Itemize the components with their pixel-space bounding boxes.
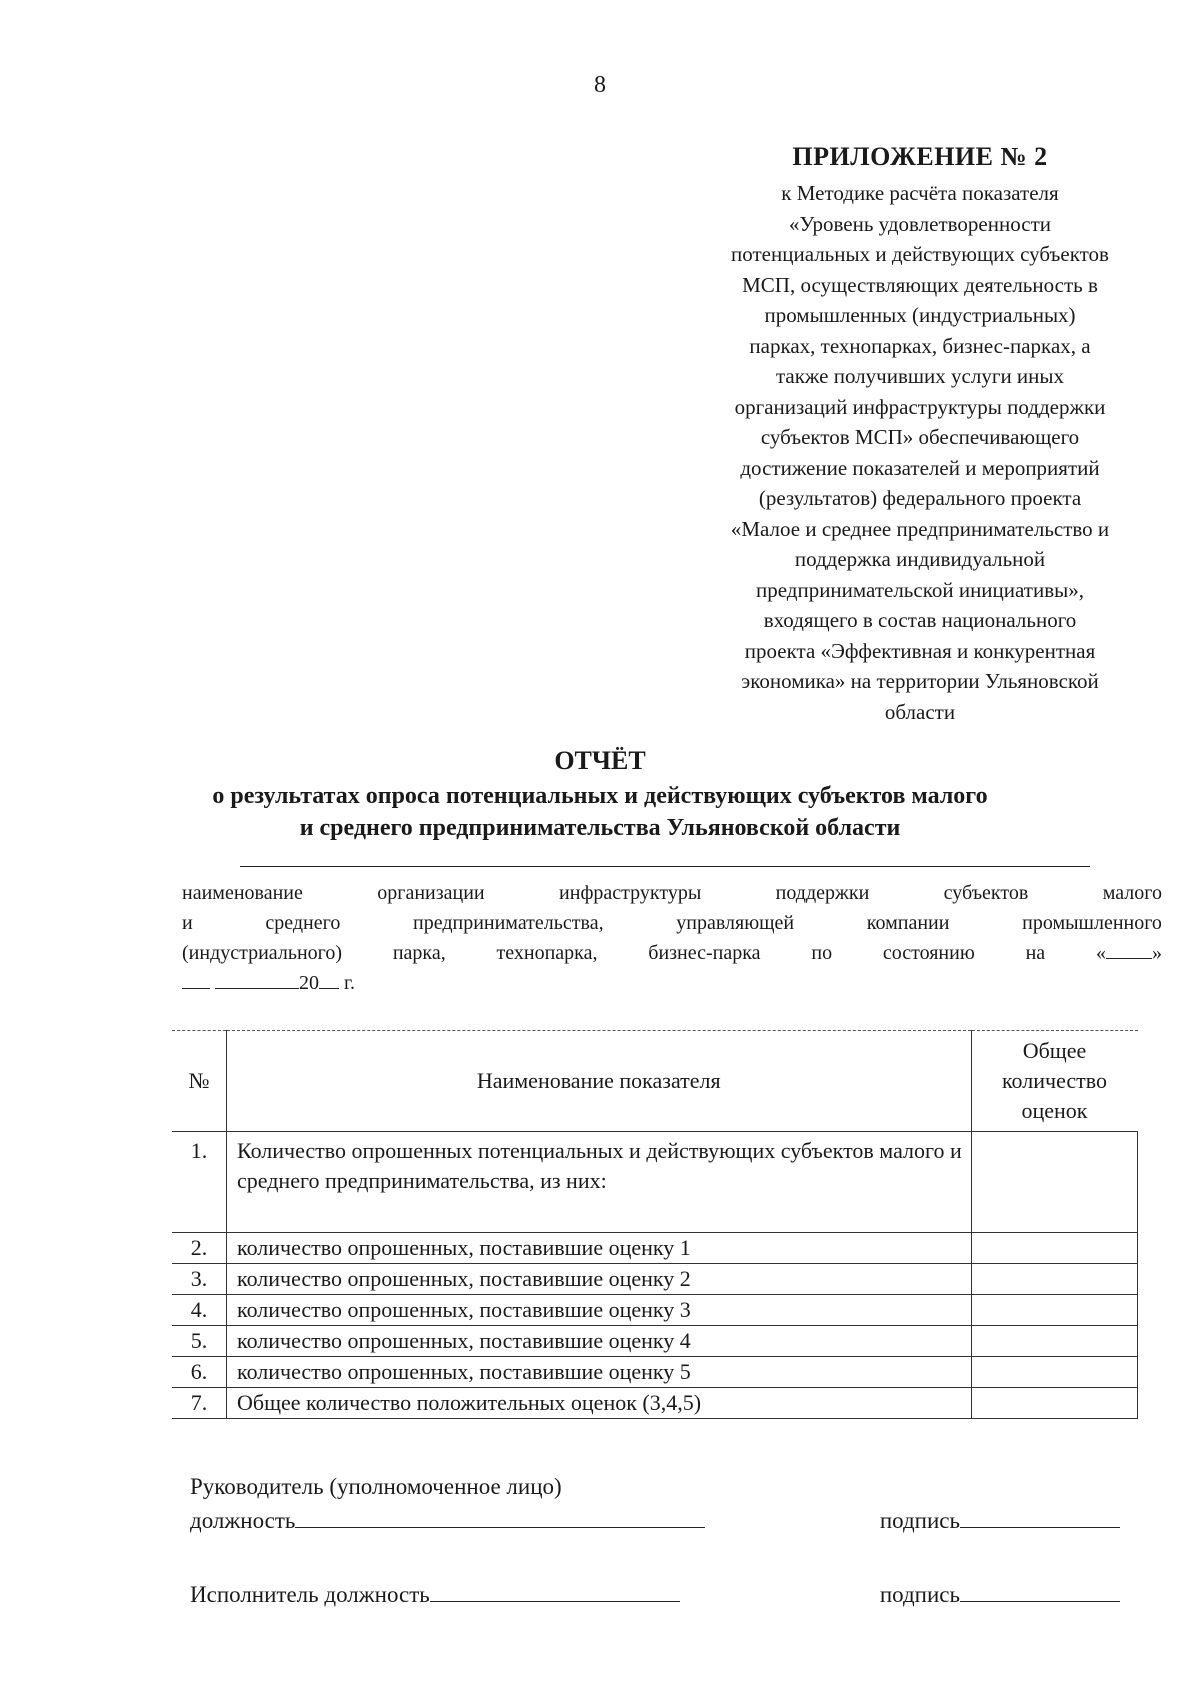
row-num: 7.	[172, 1388, 227, 1419]
month-blank[interactable]	[182, 968, 210, 989]
caption-word: малого	[1102, 882, 1162, 904]
report-subtitle	[150, 780, 1050, 844]
row-name: Общее количество положительных оценок (3,4,5)	[227, 1388, 972, 1419]
caption-word: состоянию	[882, 942, 975, 964]
signature-blank[interactable]	[960, 1507, 1120, 1528]
head-sign-row	[190, 1504, 1120, 1538]
header-num: №	[172, 1031, 227, 1132]
row-total-cell[interactable]	[971, 1233, 1138, 1264]
table-row	[172, 1326, 1138, 1357]
head-label: Руководитель (уполномоченное лицо)	[190, 1474, 562, 1499]
row-name: количество опрошенных, поставившие оценку 1	[227, 1233, 972, 1264]
row-num: 1.	[172, 1132, 227, 1233]
appendix-line: промышленных (индустриальных)	[764, 303, 1076, 327]
table-row	[172, 1264, 1138, 1295]
position-field	[190, 1504, 705, 1538]
appendix-line: «Уровень удовлетворенности	[788, 211, 1051, 236]
row-total-cell[interactable]	[971, 1264, 1138, 1295]
caption-row-date	[182, 968, 1162, 998]
page-number: 8	[594, 72, 606, 98]
month-blank-2[interactable]	[215, 968, 299, 989]
caption-word: субъектов	[943, 882, 1029, 904]
appendix-line: экономика» на территории Ульяновской	[741, 669, 1099, 693]
table-row	[172, 1132, 1138, 1233]
appendix-line: организаций инфраструктуры поддержки	[734, 394, 1106, 419]
appendix-line: «Малое и среднее предпринимательство и	[730, 516, 1110, 541]
row-num: 6.	[172, 1357, 227, 1388]
row-name: количество опрошенных, поставившие оценку 2	[227, 1264, 972, 1295]
appendix-title: ПРИЛОЖЕНИЕ № 2	[792, 142, 1048, 171]
table-row	[172, 1233, 1138, 1264]
caption-word: и	[182, 912, 193, 934]
appendix-line: МСП, осуществляющих деятельность в	[742, 272, 1098, 297]
caption-word: предпринимательства,	[413, 912, 604, 934]
appendix-line: достижение показателей и мероприятий	[740, 455, 1100, 480]
appendix-line: (результатов) федерального проекта	[758, 486, 1082, 510]
row-total-cell[interactable]	[971, 1132, 1138, 1233]
row-name: количество опрошенных, поставившие оценку 3	[227, 1295, 972, 1326]
caption-word: технопарка,	[496, 942, 598, 964]
appendix-line: также получивших услуги иных	[775, 364, 1065, 388]
year-blank[interactable]	[319, 968, 339, 989]
appendix-line: входящего в состав национального	[763, 608, 1077, 632]
appendix-header	[660, 142, 1180, 727]
header-name: Наименование показателя	[227, 1031, 972, 1132]
row-total-cell[interactable]	[971, 1295, 1138, 1326]
signature-label: подпись	[879, 1508, 960, 1533]
row-total-cell[interactable]	[971, 1388, 1138, 1419]
head-signature-block	[190, 1470, 1120, 1538]
appendix-body	[660, 178, 1180, 727]
appendix-line: поддержка индивидуальной	[794, 547, 1046, 571]
executor-label: Исполнитель должность	[190, 1582, 430, 1607]
report-subtitle-line: о результатах опроса потенциальных и действующих субъектов малого	[212, 783, 988, 809]
row-num: 5.	[172, 1326, 227, 1357]
caption-row	[182, 878, 1162, 908]
caption-row	[182, 938, 1162, 968]
row-total-cell[interactable]	[971, 1357, 1138, 1388]
row-num: 2.	[172, 1233, 227, 1264]
position-blank[interactable]	[295, 1507, 705, 1528]
caption-word: парка,	[392, 942, 446, 964]
row-name: Количество опрошенных потенциальных и действующих субъектов малого и среднего предпринимательства, из них:	[227, 1132, 972, 1233]
signature-label: подпись	[879, 1582, 960, 1607]
caption-word: среднего	[265, 912, 341, 934]
caption-word: инфраструктуры	[559, 882, 702, 904]
appendix-line: потенциальных и действующих субъектов	[731, 242, 1109, 266]
row-num: 3.	[172, 1264, 227, 1295]
date-day-field[interactable]: « »	[1096, 938, 1162, 968]
executor-sign-row	[190, 1578, 1120, 1612]
header-total: Общее количество оценок	[971, 1031, 1138, 1132]
signature-field	[880, 1578, 1120, 1612]
year-prefix: 20	[299, 972, 319, 994]
caption-word: бизнес-парка	[648, 942, 761, 964]
table-row	[172, 1388, 1138, 1419]
indicators-table	[172, 1030, 1138, 1419]
row-name: количество опрошенных, поставившие оценку 4	[227, 1326, 972, 1357]
row-num: 4.	[172, 1295, 227, 1326]
table-row	[172, 1357, 1138, 1388]
appendix-line: парках, технопарках, бизнес-парках, а	[749, 333, 1091, 358]
day-blank[interactable]	[1106, 938, 1152, 959]
organization-name-field[interactable]	[240, 866, 1090, 867]
caption-row	[182, 908, 1162, 938]
caption-word: поддержки	[775, 882, 870, 904]
caption-word: по	[811, 942, 833, 964]
table-row	[172, 1295, 1138, 1326]
caption-word: организации	[377, 882, 485, 904]
position-label: должность	[190, 1508, 296, 1533]
executor-blank[interactable]	[430, 1581, 680, 1602]
signature-blank[interactable]	[960, 1581, 1120, 1602]
caption-word: компании	[866, 912, 950, 934]
caption-word: на	[1025, 942, 1046, 964]
appendix-line: предпринимательской инициативы»,	[755, 577, 1084, 602]
report-title: ОТЧЁТ	[554, 746, 646, 775]
caption-word: наименование	[182, 882, 303, 904]
year-suffix: г.	[344, 972, 355, 994]
organization-caption	[182, 878, 1162, 998]
executor-field	[190, 1578, 680, 1612]
row-total-cell[interactable]	[971, 1326, 1138, 1357]
appendix-line: к Методике расчёта показателя	[781, 181, 1059, 205]
executor-signature-block	[190, 1578, 1120, 1612]
appendix-line: области	[884, 699, 956, 724]
report-subtitle-line: и среднего предпринимательства Ульяновской области	[299, 815, 901, 841]
caption-word: (индустриального)	[182, 942, 343, 964]
caption-word: промышленного	[1022, 912, 1162, 934]
caption-word: управляющей	[676, 912, 795, 934]
table-header-row	[172, 1031, 1138, 1132]
appendix-line: субъектов МСП» обеспечивающего	[760, 425, 1080, 449]
row-name: количество опрошенных, поставившие оценку 5	[227, 1357, 972, 1388]
signature-field	[880, 1504, 1120, 1538]
appendix-line: проекта «Эффективная и конкурентная	[744, 638, 1096, 663]
